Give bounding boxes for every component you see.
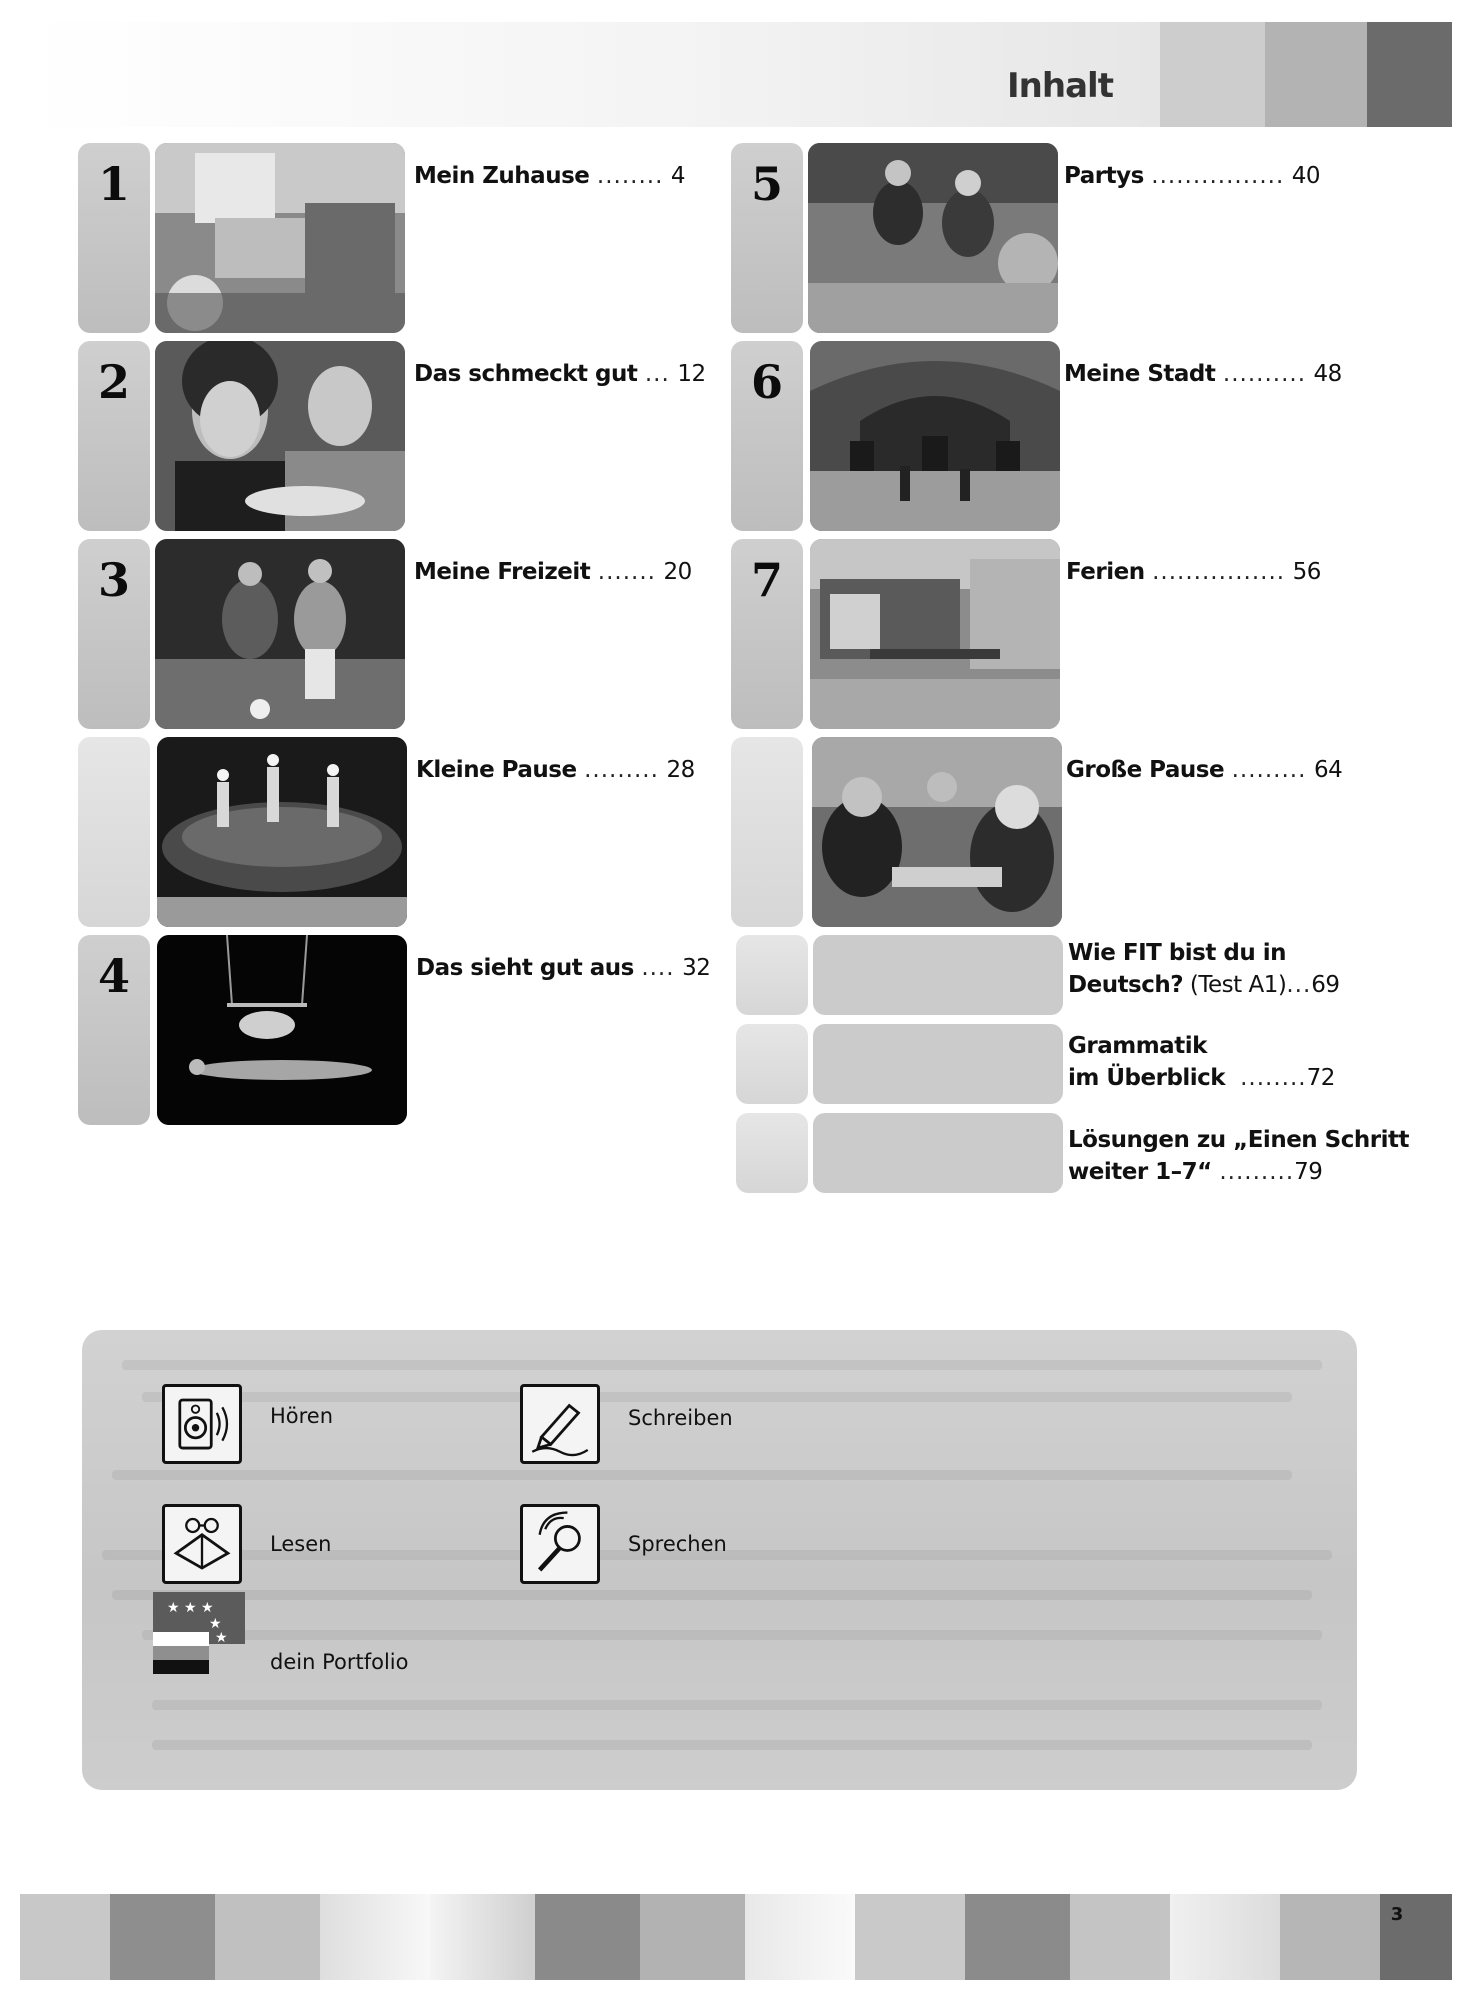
legend-background [82,1330,1357,1790]
chapter-title-line[interactable] [1066,754,1342,786]
chapter-page: 40 [1291,163,1321,189]
chapter-page: 56 [1292,559,1321,585]
chapter-number: 1 [78,143,150,333]
dot-leader: ......... [1219,1159,1295,1185]
extra-page: 79 [1294,1159,1323,1185]
chapter-page: 28 [666,757,695,783]
chapter-title: Ferien [1066,559,1145,585]
chapter-photo-food [155,341,405,531]
extra-title: Grammatik [1068,1033,1207,1059]
legend-label-hoeren: Hören [270,1404,334,1428]
extra-title-line[interactable] [1068,1124,1409,1188]
dot-leader: .... [641,955,675,981]
chapter-page: 12 [677,361,706,387]
svg-text:★ ★ ★: ★ ★ ★ [167,1600,214,1616]
chapter-photo-city [810,341,1060,531]
chapter-title-line[interactable] [1064,160,1320,192]
legend-label-portfolio: dein Portfolio [270,1650,409,1674]
pen-icon [520,1384,600,1464]
extra-tab [736,935,808,1015]
chapter-number: 4 [78,935,150,1125]
svg-text:★: ★ [209,1616,222,1632]
chapter-page: 32 [682,955,711,981]
chapter-title: Mein Zuhause [414,163,590,189]
dot-leader: ... [1286,972,1312,998]
extra-title-bold: weiter 1–7“ [1068,1159,1212,1185]
extra-tab-panel [813,935,1063,1015]
extra-title-bold: Deutsch? [1068,972,1184,998]
chapter-title: Meine Freizeit [414,559,591,585]
header-tab-light [1160,22,1265,127]
chapter-number: 3 [78,539,150,729]
microphone-icon [520,1504,600,1584]
chapter-page: 64 [1313,757,1343,783]
header-tab-dark [1367,22,1452,127]
chapter-title: Das sieht gut aus [416,955,634,981]
chapter-number: 7 [731,539,803,729]
dot-leader: ......... [584,757,659,783]
extra-tab [736,1113,808,1193]
chapter-number [78,737,150,927]
chapter-photo-advent-wreath [157,737,407,927]
chapter-number: 6 [731,341,803,531]
chapter-photo-soccer [155,539,405,729]
reading-icon [162,1504,242,1584]
chapter-title: Partys [1064,163,1144,189]
dot-leader: ........ [596,163,664,189]
dot-leader: ......... [1231,757,1307,783]
flag-icon [153,1592,245,1674]
chapter-title-line[interactable] [1064,358,1342,390]
extra-subtitle: (Test A1) [1183,972,1287,998]
extra-title-line[interactable] [1068,1030,1335,1094]
dot-leader: ................ [1151,163,1285,189]
chapter-photo-holidays [810,539,1060,729]
chapter-title: Meine Stadt [1064,361,1216,387]
legend-label-sprechen: Sprechen [628,1532,727,1556]
dot-leader: .......... [1222,361,1307,387]
chapter-title-line[interactable] [416,754,695,786]
chapter-number: 5 [731,143,803,333]
chapter-title: Das schmeckt gut [414,361,638,387]
chapter-number: 2 [78,341,150,531]
dot-leader: ... [644,361,670,387]
speaker-icon [162,1384,242,1464]
chapter-photo-students [812,737,1062,927]
extra-tab-panel [813,1024,1063,1104]
extra-title-line[interactable] [1068,937,1340,1001]
chapter-title-line[interactable] [1066,556,1321,588]
extra-tab-panel [813,1113,1063,1193]
page-title: Inhalt [1007,66,1113,106]
dot-leader: ........ [1240,1065,1307,1091]
chapter-page: 48 [1313,361,1342,387]
chapter-page: 20 [663,559,692,585]
chapter-title-line[interactable] [416,952,710,984]
chapter-title-line[interactable] [414,160,685,192]
dot-leader: ....... [597,559,656,585]
chapter-title-line[interactable] [414,358,706,390]
extra-title: Wie FIT bist du in [1068,940,1286,966]
extra-tab [736,1024,808,1104]
chapter-title: Kleine Pause [416,757,577,783]
extra-page: 69 [1311,972,1340,998]
extra-page: 72 [1306,1065,1335,1091]
extra-title-bold: im Überblick [1068,1065,1226,1091]
svg-text:★: ★ [215,1630,228,1646]
header-tab-mid [1265,22,1367,127]
chapter-photo-party [808,143,1058,333]
legend-label-schreiben: Schreiben [628,1406,733,1430]
chapter-photo-room [155,143,405,333]
chapter-page: 4 [670,163,686,189]
chapter-number [731,737,803,927]
chapter-title: Große Pause [1066,757,1225,783]
extra-title: Lösungen zu „Einen Schritt [1068,1127,1409,1153]
page-number: 3 [1390,1904,1404,1925]
legend-label-lesen: Lesen [270,1532,332,1556]
chapter-photo-acrobats [157,935,407,1125]
dot-leader: ................ [1152,559,1286,585]
chapter-title-line[interactable] [414,556,692,588]
